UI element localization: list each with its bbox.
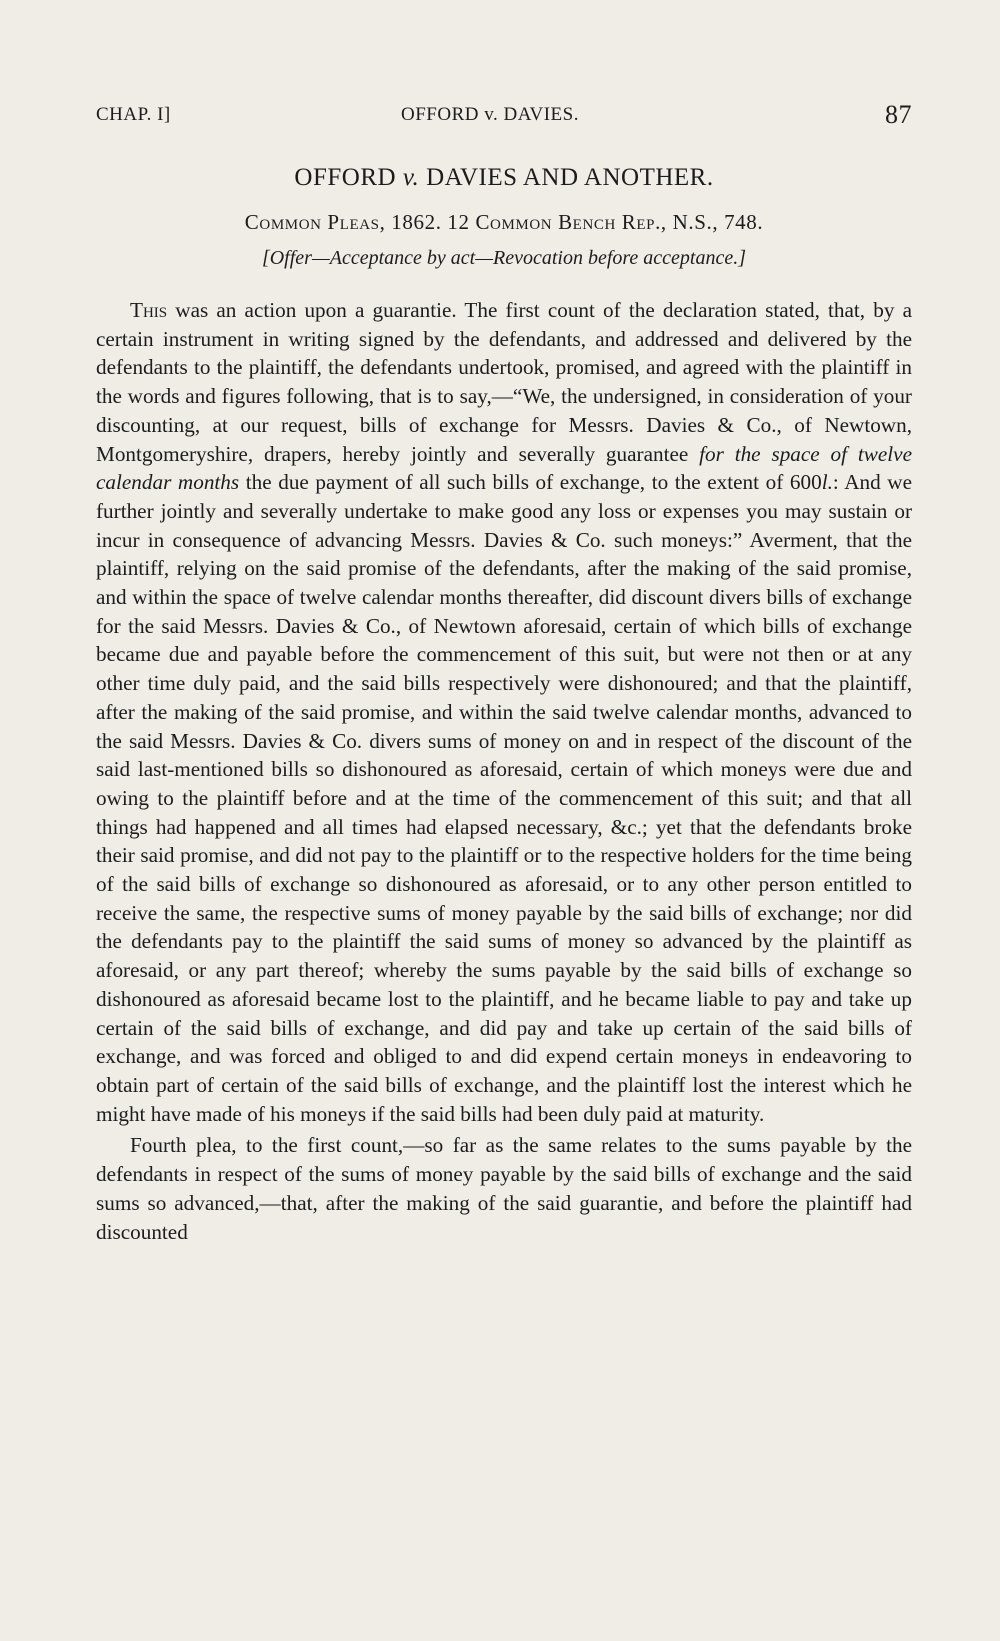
paragraph-text: the due payment of all such bills of exchange, to the extent of 600: [239, 470, 822, 495]
case-title-plaintiff: OFFORD: [294, 164, 403, 191]
page-number: 87: [885, 100, 912, 129]
case-title-defendants: DAVIES AND ANOTHER.: [419, 164, 714, 191]
pound-abbreviation: l.: [821, 470, 833, 495]
paragraph-text: : And we further jointly and severally undertake to make good any loss or expenses you may sustain or incur in consequence of advancing Messrs. Davies & Co. such moneys:” Averment, that the plaintiff, relying on the said promise of the defendants, after the making of the said promise, and within the space of twelve calendar months thereafter, did discount divers bills of exchange for the said Messrs. Davies & Co., of Newtown aforesaid, certain of which bills of exchange became due and payable before the commencement of this suit, but were not then or at any other time duly paid, and the said bills respectively were dishonoured; and that the plaintiff, after the making of the said promise, and within the said twelve calendar months, advanced to the said Messrs. Davies & Co. divers sums of money on and in respect of the discount of the said last-mentioned bills so dishonoured as aforesaid, certain of which moneys were due and owing to the plaintiff before and at the time of the commencement of this suit; and that all things had happened and all times had elapsed necessary, &c.; yet that the defendants broke their said promise, and did not pay to the plaintiff or to the respective holders for the time being of the said bills of exchange so dishonoured as aforesaid, or to any other person entitled to receive the same, the respective sums of money payable by the said bills of exchange; nor did the defendants pay to the plaintiff the said sums of money so advanced by the plaintiff as aforesaid, or any part thereof; whereby the sums payable by the said bills of exchange so dishonoured as aforesaid became lost to the plaintiff, and he became liable to pay and take up certain of the said bills of exchange, and did pay and take up certain of the said bills of exchange, and was forced and obliged to and did expend certain moneys in endeavoring to obtain part of certain of the said bills of exchange, and the plaintiff lost the interest which he might have made of his moneys if the said bills had been duly paid at maturity.: [96, 470, 912, 1126]
body-text: [96, 296, 912, 1246]
paragraph-text: was an action upon a guarantie. The first count of the declaration stated, that, by a certain instrument in writing signed by the defendants, and addressed and delivered by the defendants to the plaintiff, the defendants undertook, promised, and agreed with the plaintiff in the words and figures following, that is to say,—“We, the undersigned, in consideration of your discounting, at our request, bills of exchange for Messrs. Davies & Co., of Newtown, Montgomeryshire, drapers, hereby jointly and severally guarantee: [96, 298, 912, 466]
running-header: [96, 100, 912, 134]
case-headnote: [Offer—Acceptance by act—Revocation before acceptance.]: [261, 247, 747, 269]
case-title-versus: v.: [402, 164, 420, 191]
italic-phrase: for the space of twelve calendar months: [96, 441, 912, 495]
paragraph-declaration: [96, 296, 912, 1128]
case-citation: Common Pleas, 1862. 12 Common Bench Rep., N.S., 748.: [244, 210, 764, 234]
paragraph-fourth-plea: Fourth plea, to the first count,—so far as the same relates to the sums payable by the defendants in respect of the sums of money payable by the said bills of exchange and the said sums so advanced,—that, after the making of the said guarantie, and before the plaintiff had discounted: [96, 1133, 912, 1244]
case-title: [96, 164, 912, 192]
paragraph-lead-word: This: [130, 298, 168, 322]
chapter-label: CHAP. I]: [96, 104, 171, 125]
running-title: OFFORD v. DAVIES.: [401, 104, 579, 125]
